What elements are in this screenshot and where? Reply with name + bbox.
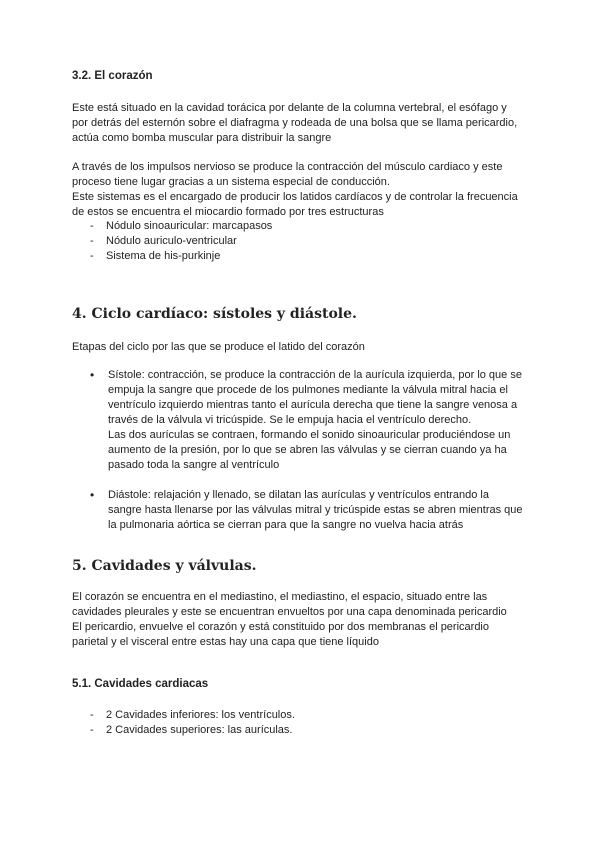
text-line: actúa como bomba muscular para distribuir la sangre	[72, 132, 332, 144]
section-5-paragraph	[72, 590, 532, 650]
text-line: ventrículo izquierdo mientras tanto el aurícula derecha que tiene la sangre venosa a	[108, 399, 518, 411]
section-5-heading: 5. Cavidades y válvulas.	[72, 558, 257, 574]
list-item: - Nódulo sinoauricular: marcapasos	[72, 219, 272, 234]
text-line: proceso tiene lugar gracias a un sistema especial de conducción.	[72, 176, 390, 188]
text-line: aumento de la presión, por lo que se abren las válvulas y se cierran cuando ya ha	[108, 444, 507, 456]
text-line: la pulmonaria aórtica se cierran para que la sangre no vuelva hacia atrás	[108, 519, 464, 531]
text-line: cavidades pleurales y este se encuentran envueltos por una capa denominada pericardio	[72, 606, 507, 618]
section-3-2-list	[72, 219, 272, 264]
section-5-1-list	[72, 708, 295, 738]
text-line: empuja la sangre que procede de los pulmones mediante la válvula mitral hacia el	[108, 384, 508, 396]
text-line: través de la válvula vi tricúspide. Se le empuja hacia el ventrículo derecho.	[108, 414, 472, 426]
list-item: - Sistema de his-purkinje	[72, 249, 272, 264]
section-5-1-heading: 5.1. Cavidades cardiacas	[72, 678, 209, 690]
list-item-sistole	[72, 368, 526, 473]
list-item: - 2 Cavidades superiores: las aurículas.	[72, 723, 295, 738]
text-line: por detrás del esternón sobre el diafragma y rodeada de una bolsa que se llama pericardio,	[72, 117, 518, 129]
text-line: El corazón se encuentra en el mediastino, el mediastino, el espacio, situado entre las	[72, 591, 488, 603]
text-line: • Diástole: relajación y llenado, se dilatan las aurículas y ventrículos entrando la	[108, 489, 489, 501]
list-item: - 2 Cavidades inferiores: los ventrículos.	[72, 708, 295, 723]
text-line: Este está situado en la cavidad torácica por delante de la columna vertebral, el esófago y	[72, 102, 507, 114]
section-3-2-heading: 3.2. El corazón	[72, 70, 153, 82]
text-line: Las dos aurículas se contraen, formando el sonido sinoauricular produciéndose un	[108, 429, 511, 441]
text-line: • Sístole: contracción, se produce la contracción de la aurícula izquierda, por lo que se	[108, 369, 522, 381]
list-item-diastole	[72, 488, 526, 533]
text-line: A través de los impulsos nervioso se produce la contracción del músculo cardiaco y este	[72, 161, 503, 173]
text-line: Este sistemas es el encargado de producir los latidos cardíacos y de controlar la frecuencia	[72, 191, 518, 203]
section-3-2-paragraph-2	[72, 160, 532, 220]
text-line: parietal y el visceral entre estas hay una capa que tiene líquido	[72, 636, 379, 648]
text-line: de estos se encuentra el miocardio formado por tres estructuras	[72, 206, 384, 218]
text-line: sangre hasta llenarse por las válvulas mitral y tricúspide estas se abren mientras que	[108, 504, 523, 516]
text-line: pasado toda la sangre al ventrículo	[108, 459, 280, 471]
section-4-bullet-list	[72, 368, 526, 533]
section-3-2-paragraph-1	[72, 101, 532, 146]
section-4-heading: 4. Ciclo cardíaco: sístoles y diástole.	[72, 306, 357, 322]
text-line: El pericardio, envuelve el corazón y está constituido por dos membranas el pericardio	[72, 621, 489, 633]
list-item: - Nódulo auriculo-ventricular	[72, 234, 272, 249]
section-4-intro: Etapas del ciclo por las que se produce el latido del corazón	[72, 341, 365, 353]
